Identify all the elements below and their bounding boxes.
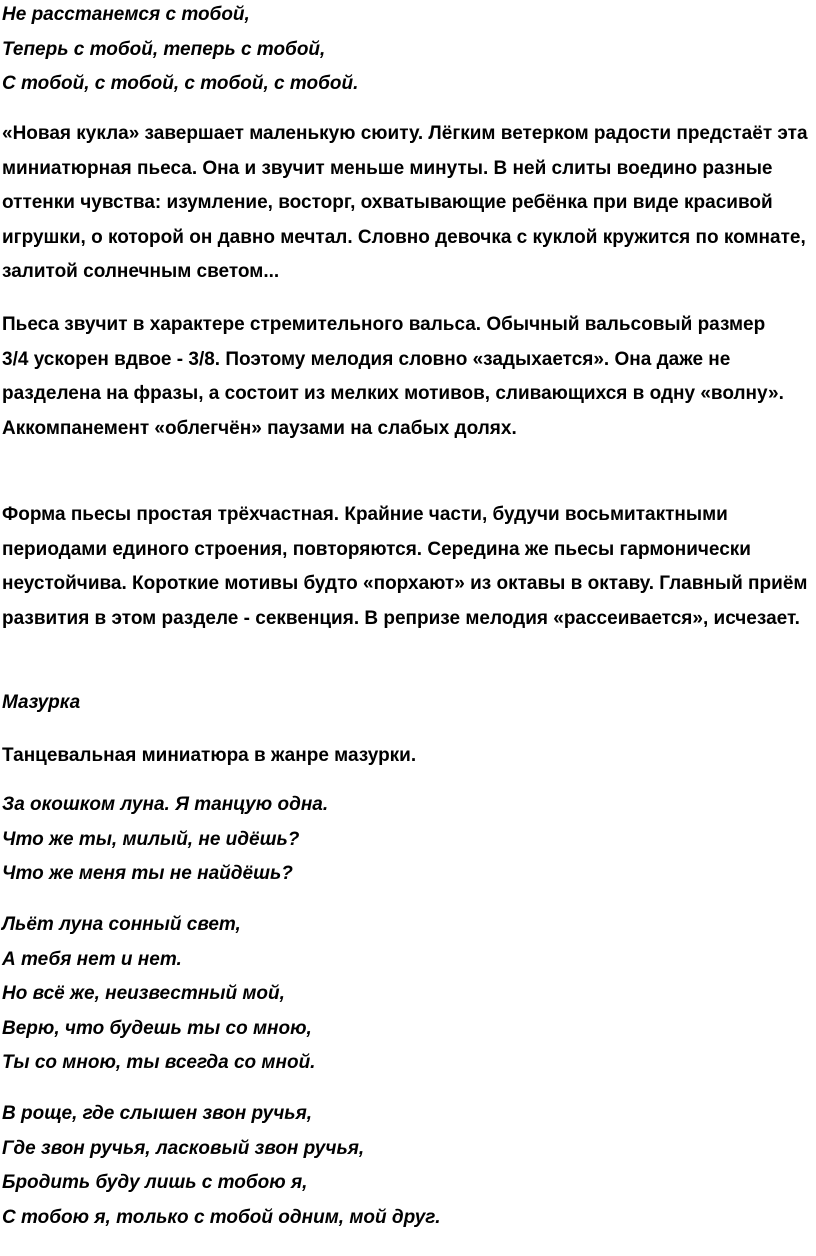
verse-line: Что же ты, милый, не идёшь?: [2, 828, 300, 850]
verse-line: Теперь с тобой, теперь с тобой,: [2, 38, 326, 60]
verse-line: Ты со мною, ты всегда со мной.: [2, 1052, 316, 1073]
section-intro: Танцевальная миниатюра в жанре мазурки.: [2, 745, 417, 766]
verse-line: Не расстанемся с тобой,: [2, 4, 250, 25]
section-title: Мазурка: [2, 692, 81, 713]
verse-line: Где звон ручья, ласковый звон ручья,: [2, 1137, 365, 1159]
verse-line: В роще, где слышен звон ручья,: [2, 1103, 313, 1124]
stanza-2: [2, 908, 315, 1081]
verse-line: Льёт луна сонный свет,: [2, 914, 241, 935]
verse-line: Бродить буду лишь с тобою я,: [2, 1172, 308, 1193]
verse-intro: [2, 0, 358, 102]
stanza-1: [2, 788, 328, 892]
verse-line: За окошком луна. Я танцую одна.: [2, 794, 329, 815]
paragraph-new-doll: «Новая кукла» завершает маленькую сюиту. Лёгким ветерком радости предстаёт эта миниатюрная пьеса. Она и звучит меньше минуты. В ней слиты воедино разные оттенки чувства: изумление, восторг, охватывающие ребёнка при виде красивой игрушки, о которой он давно мечтал. Словно девочка с куклой кружится по комнате, залитой солнечным светом...: [2, 123, 808, 282]
verse-line: Но всё же, неизвестный мой,: [2, 983, 285, 1004]
verse-line: Что же меня ты не найдёшь?: [2, 863, 293, 884]
verse-line: Верю, что будешь ты со мною,: [2, 1017, 312, 1039]
paragraph-form: Форма пьесы простая трёхчастная. Крайние части, будучи восьмитактными периодами единого строения, повторяются. Середина же пьесы гармонически неустойчива. Короткие мотивы будто «порхают» из октавы в октаву. Главный приём развития в этом разделе - секвенция. В репризе мелодия «рассеивается», исчезает.: [2, 504, 808, 629]
verse-line: С тобою я, только с тобой одним, мой друг.: [2, 1206, 441, 1228]
verse-line: С тобой, с тобой, с тобой, с тобой.: [2, 73, 359, 94]
verse-line: А тебя нет и нет.: [2, 948, 182, 970]
stanza-3: [2, 1097, 440, 1235]
paragraph-waltz: Пьеса звучит в характере стремительного вальса. Обычный вальсовый размер 3/4 ускорен вдвое - 3/8. Поэтому мелодия словно «задыхается». Она даже не разделена на фразы, а состоит из мелких мотивов, сливающихся в одну «волну». Аккомпанемент «облегчён» паузами на слабых долях.: [2, 314, 784, 439]
